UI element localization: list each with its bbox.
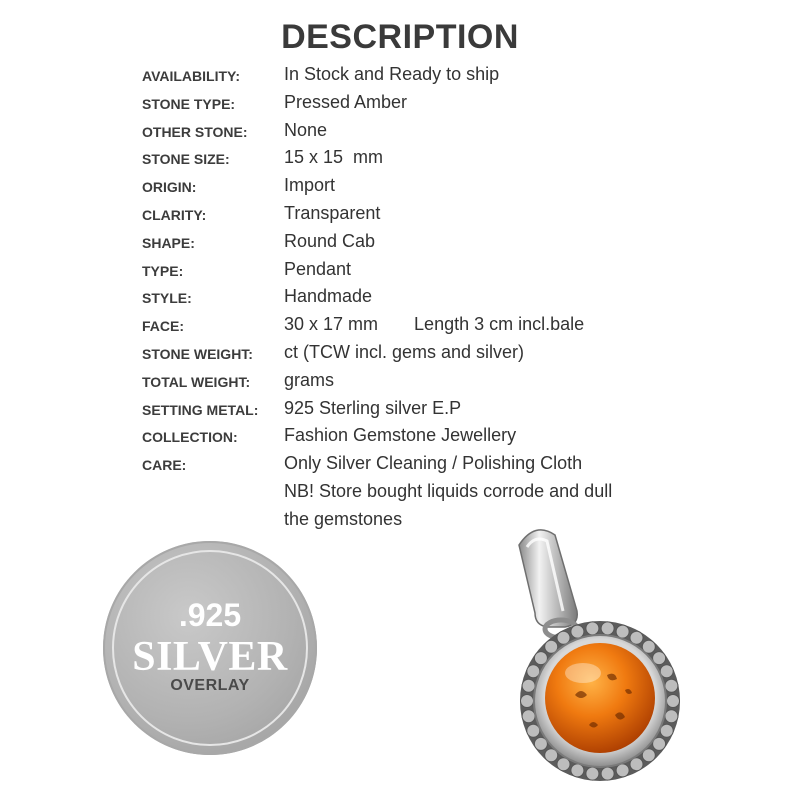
pendant-bead [616, 764, 629, 777]
pendant-bead [665, 710, 678, 723]
pendant-bead [527, 724, 540, 737]
spec-label: COLLECTION: [142, 429, 238, 446]
pendant-bead [660, 665, 673, 678]
pendant-bead [527, 665, 540, 678]
spec-value [284, 314, 584, 335]
spec-label: TOTAL WEIGHT: [142, 373, 251, 390]
silver-seal-icon [103, 541, 317, 755]
pendant-bead [571, 625, 584, 638]
pendant-bead [521, 695, 534, 708]
spec-value: Transparent [284, 202, 381, 223]
spec-label: STONE SIZE: [142, 151, 230, 168]
spec-value: 15 x 15 mm [284, 147, 384, 168]
spec-label: STYLE: [142, 290, 192, 307]
pendant-bead [660, 724, 673, 737]
spec-value: In Stock and Ready to ship [284, 64, 500, 84]
amber-stone [545, 643, 655, 753]
spec-label: ORIGIN: [142, 179, 197, 196]
pendant-bead [586, 767, 599, 780]
face-size: 30 x 17 mm [284, 314, 379, 335]
spec-label: CLARITY: [142, 206, 207, 223]
spec-label: TYPE: [142, 262, 184, 279]
pendant-bead [616, 625, 629, 638]
spec-label: SETTING METAL: [142, 401, 259, 418]
seal-purity: .925 [178, 597, 242, 633]
spec-value: Only Silver Cleaning / Polishing Cloth [284, 453, 583, 474]
pendant-bead [586, 622, 599, 635]
spec-value: None [284, 119, 328, 140]
care-note-line: the gemstones [284, 508, 403, 529]
spec-value: Import [284, 175, 336, 196]
spec-value: Pendant [284, 258, 352, 279]
pendant-bead [601, 622, 614, 635]
spec-value: 925 Sterling silver E.P [284, 397, 462, 418]
spec-value: grams [284, 369, 335, 390]
spec-value: Handmade [284, 286, 373, 307]
pendant-bead [522, 679, 535, 692]
spec-label: OTHER STONE: [142, 123, 248, 140]
spec-value: ct (TCW incl. gems and silver) [284, 341, 525, 362]
spec-label: STONE WEIGHT: [142, 345, 253, 362]
page-title: DESCRIPTION [281, 18, 519, 56]
spec-label: FACE: [142, 318, 184, 335]
seal-finish: OVERLAY [170, 677, 250, 694]
spec-value: Round Cab [284, 230, 376, 251]
pendant-bead [667, 695, 680, 708]
spec-label: STONE TYPE: [142, 95, 236, 112]
seal-metal: SILVER [132, 634, 288, 680]
spec-label: SHAPE: [142, 234, 195, 251]
pendant-bead [601, 767, 614, 780]
spec-value: Pressed Amber [284, 91, 408, 112]
pendant-bead [571, 764, 584, 777]
pendant-bead [522, 710, 535, 723]
spec-label: CARE: [142, 457, 187, 474]
care-note-line: NB! Store bought liquids corrode and dull [284, 481, 613, 501]
spec-value: Fashion Gemstone Jewellery [284, 425, 517, 446]
amber-pendant-image [505, 525, 695, 787]
face-length: Length 3 cm incl.bale [414, 314, 585, 335]
spec-label: AVAILABILITY: [142, 68, 240, 84]
pendant-bead [665, 679, 678, 692]
